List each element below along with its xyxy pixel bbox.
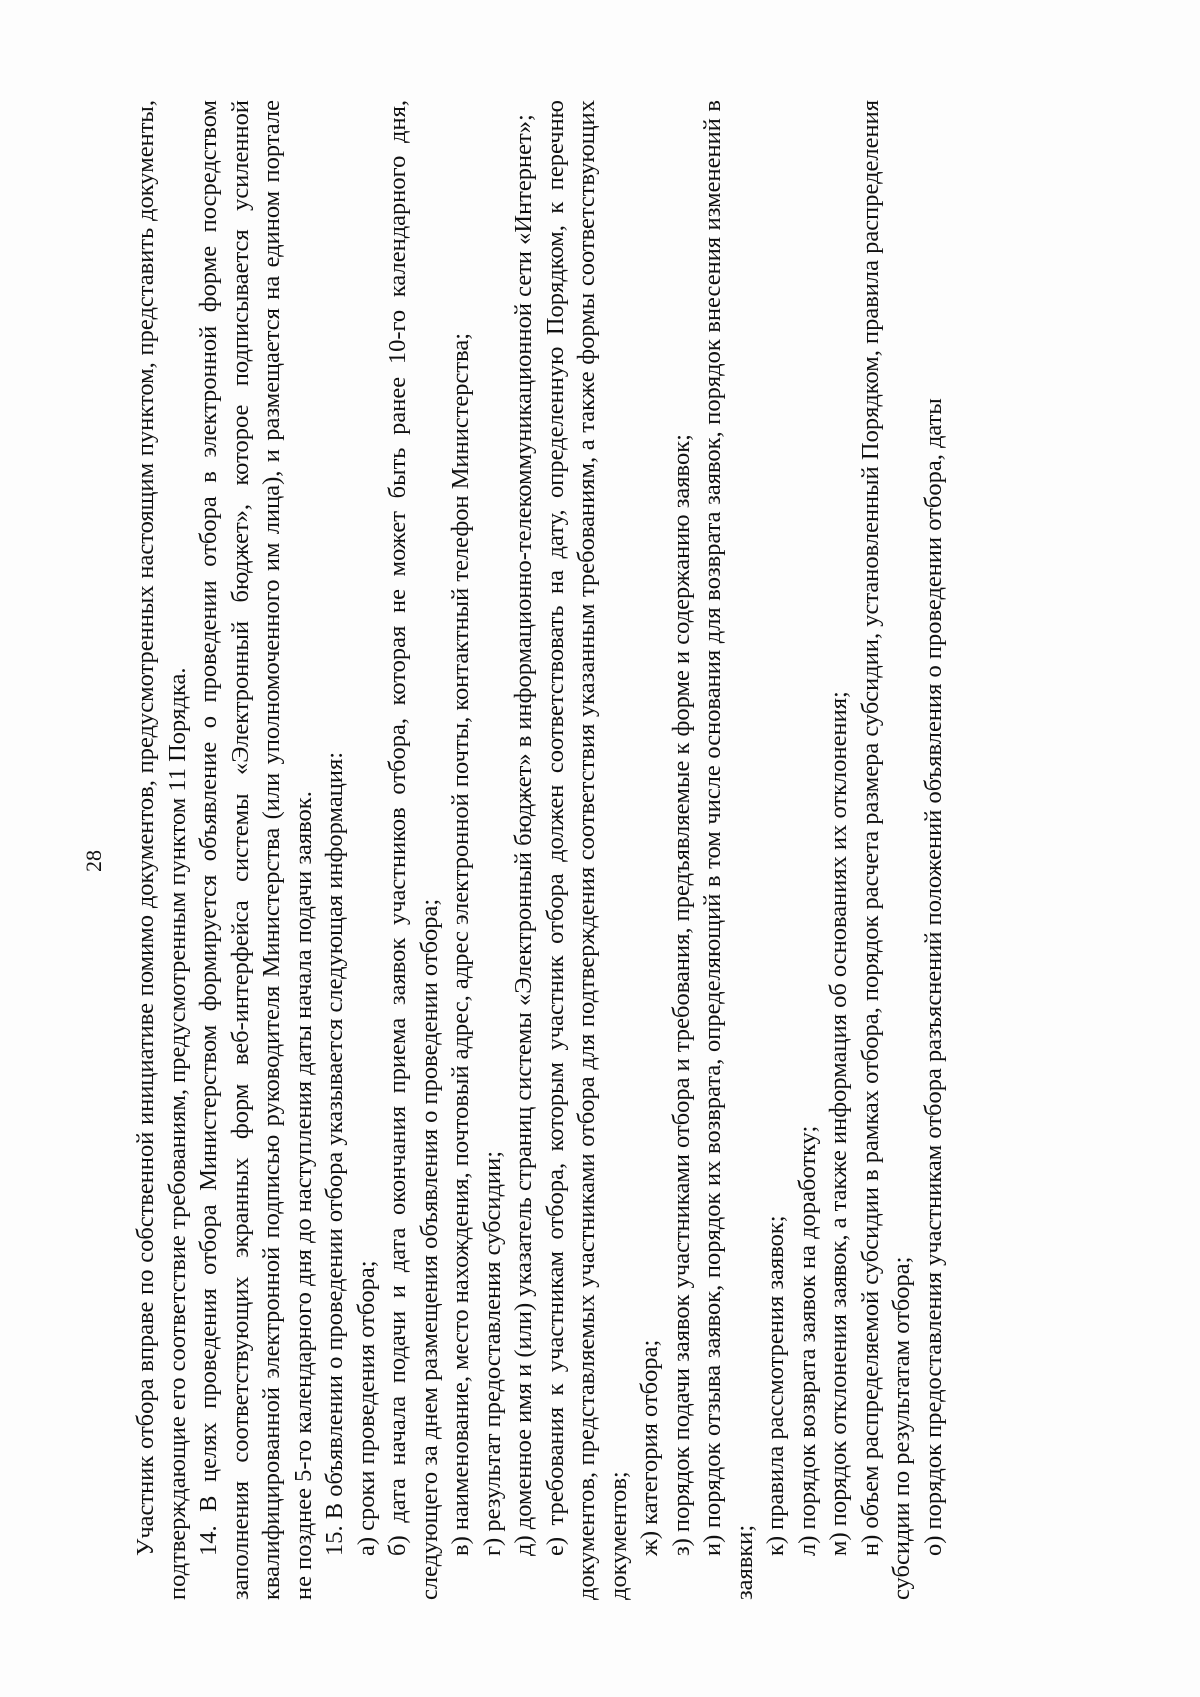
paragraph-14-announcement: 14. В целях проведения отбора Министерством формируется объявление о проведении отбора в электронной форме посредством заполнения соответствующих экранных форм веб-интерфейса системы «Электронный бюджет», которое подписывается усиленной квалифицированной электронной подписью руководителя Министерства (или уполномоченного им лица), и размещается на едином портале не позднее 5-го календарного дня до наступления даты начала подачи заявок. (195, 100, 317, 1600)
list-item-e: е) требования к участникам отбора, которым участник отбора должен соответствовать на дату, определенную Порядком, к перечню документов, представляемых участниками отбора для подтверждения соответствия указанным требованиям, а также формы соответствующих документов; (541, 100, 632, 1600)
list-item-v: в) наименование, место нахождения, почтовый адрес, адрес электронной почты, контактный телефон Министерства; (447, 332, 474, 1556)
list-item-z: з) порядок подачи заявок участниками отбора и требования, предъявляемые к форме и содержанию заявок; (667, 434, 695, 1556)
list-item-a: а) сроки проведения отбора; (352, 1260, 380, 1556)
page-number: 28 (81, 850, 106, 872)
paragraph-15-heading: 15. В объявлении о проведении отбора указывается следующая информация: (321, 751, 348, 1556)
list-item-d: д) доменное имя и (или) указатель страниц системы «Электронный бюджет» в информационно-телекоммуникационной сети «Интернет»; (510, 114, 537, 1556)
rotated-document-body (81, 100, 1090, 1600)
list-item-l: л) порядок возврата заявок на доработку; (793, 1125, 821, 1556)
list-item-k: к) правила рассмотрения заявок; (762, 1215, 789, 1556)
list-item-zh: ж) категория отбора; (636, 1339, 663, 1556)
list-item-m: м) порядок отклонения заявок, а также информация об основаниях их отклонения; (825, 691, 852, 1556)
list-item-o: о) порядок предоставления участникам отбора разъяснений положений объявления о проведении отбора, даты (919, 398, 947, 1556)
list-item-b: б) дата начала подачи и дата окончания приема заявок участников отбора, которая не может быть ранее 10-го календарного дня, следующего за днем размещения объявления о проведении отбора; (384, 100, 443, 1600)
list-item-i: и) порядок отзыва заявок, порядок их возврата, определяющий в том числе основания для возврата заявок, порядок внесения изменений в заявки; (699, 100, 758, 1600)
list-item-g: г) результат предоставления субсидии; (478, 1150, 506, 1556)
list-item-n: н) объем распределяемой субсидии в рамках отбора, порядок расчета размера субсидии, установленный Порядком, правила распределения субсидии по результатам отбора; (856, 100, 915, 1600)
paragraph-voluntary-documents: Участник отбора вправе по собственной инициативе помимо документов, предусмотренных настоящим пунктом, представить документы, подтверждающие его соответствие требованиям, предусмотренным пунктом 11 Порядка. (132, 100, 191, 1600)
